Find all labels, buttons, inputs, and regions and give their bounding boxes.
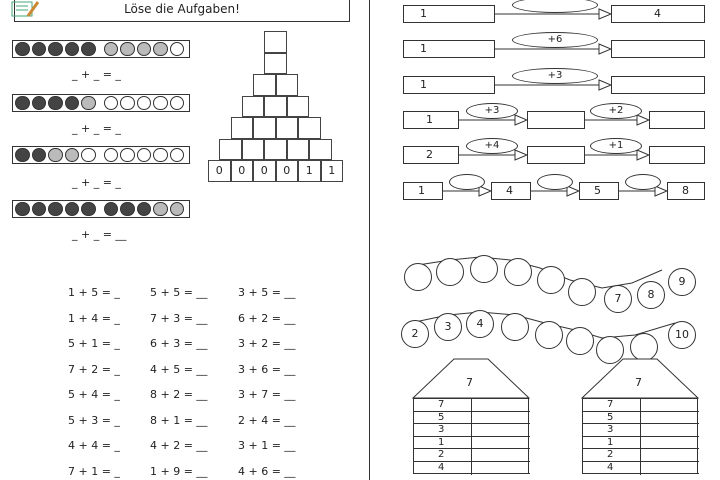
pyramid-cell[interactable]: 1 [298,160,321,182]
pyramid-cell[interactable]: 0 [253,160,276,182]
bead [104,202,119,217]
task-item[interactable]: 2 + 4 = __ [238,413,296,427]
house-roof-number: 7 [466,376,473,389]
operator-oval[interactable]: +2 [590,103,642,119]
bead [120,42,135,57]
bead [48,42,63,57]
bead-row [12,40,190,58]
bead [81,202,96,217]
chain-circle[interactable] [504,258,532,286]
bead [170,202,185,217]
house-given-number: 4 [438,461,445,473]
house-row [414,462,530,475]
bead [137,42,152,57]
pyramid-cell[interactable] [231,117,254,139]
task-item[interactable]: 7 + 1 = _ [68,464,120,478]
house-row [414,449,530,462]
task-item[interactable]: 5 + 3 = _ [68,413,120,427]
chain-circle[interactable]: 9 [668,268,696,296]
operator-oval[interactable] [625,174,661,190]
bead-equation[interactable]: _ + _ = _ [72,68,121,81]
chain-circle[interactable]: 4 [466,310,494,338]
house-roof-number: 7 [635,376,642,389]
house-given-number: 7 [607,399,614,410]
page-title: Löse die Aufgaben! [124,2,240,16]
bead-row [12,94,190,112]
bead-equation[interactable]: _ + _ = __ [72,228,127,241]
bead [153,96,168,111]
operator-oval[interactable] [449,174,485,190]
pyramid-cell[interactable] [287,139,310,161]
pyramid-cell[interactable] [264,139,287,161]
chain-circle[interactable]: 10 [668,321,696,349]
chain-circle[interactable] [566,327,594,355]
bead [120,148,135,163]
pyramid-cell[interactable] [264,96,287,118]
task-item[interactable]: 3 + 5 = __ [238,286,296,299]
pyramid-cell[interactable] [298,117,321,139]
bead [137,148,152,163]
chain-value-box[interactable]: 5 [579,182,619,200]
bead-equation[interactable]: _ + _ = _ [72,122,121,135]
task-item[interactable]: 4 + 6 = __ [238,464,296,478]
chain-circle[interactable] [568,278,596,306]
house-row [583,412,699,425]
chain-end-box[interactable] [649,146,705,164]
chain-start-box[interactable]: 1 [403,76,495,94]
house-given-number: 2 [607,449,614,460]
operator-oval[interactable] [537,174,573,190]
house-given-number: 1 [438,436,445,448]
chain-circle[interactable] [537,266,565,294]
number-house [581,358,699,478]
operator-oval[interactable]: +6 [512,32,598,48]
house-body [413,398,529,474]
task-item[interactable]: 8 + 1 = __ [150,413,208,427]
task-item[interactable]: 3 + 1 = __ [238,439,296,452]
house-row [414,399,530,412]
bead [32,96,47,111]
house-row [583,424,699,437]
bead [65,42,80,57]
bead [153,148,168,163]
pyramid-cell[interactable] [287,96,310,118]
bead [81,42,96,57]
title-box [14,0,350,22]
task-item[interactable]: 4 + 2 = __ [150,439,208,452]
house-given-number: 2 [438,449,445,460]
task-item[interactable]: 6 + 2 = __ [238,311,296,325]
bead [170,148,185,163]
bead [104,148,119,163]
bead [81,148,96,163]
house-row [583,462,699,475]
task-item[interactable]: 5 + 4 = _ [68,388,120,401]
chain-end-box[interactable] [611,76,705,94]
bead [48,96,63,111]
task-item[interactable]: 8 + 2 = __ [150,388,208,401]
chain-circle[interactable] [630,333,658,361]
task-item[interactable]: 6 + 3 = __ [150,337,208,350]
chain-circle[interactable]: 8 [637,281,665,309]
bead [15,42,30,57]
bead [32,42,47,57]
pyramid-cell[interactable] [253,117,276,139]
bead-row [12,200,190,218]
chain-value-box[interactable]: 1 [403,182,443,200]
chain-circle[interactable] [501,313,529,341]
operator-oval[interactable]: +3 [466,103,518,119]
house-given-number: 1 [607,436,614,448]
chain-circle[interactable] [535,321,563,349]
pyramid-cell[interactable]: 0 [208,160,231,182]
chain-value-box[interactable]: 4 [491,182,531,200]
pyramid-cell[interactable] [242,139,265,161]
pyramid-cell[interactable]: 1 [321,160,344,182]
bead [65,202,80,217]
bead-row [12,146,190,164]
house-given-number: 5 [438,411,445,423]
house-row [414,424,530,437]
task-item[interactable]: 4 + 5 = __ [150,362,208,376]
bead [48,202,63,217]
bead [15,202,30,217]
task-item[interactable]: 5 + 1 = _ [68,337,120,350]
house-row [414,437,530,450]
bead [65,148,80,163]
bead [153,42,168,57]
chain-circle[interactable] [404,263,432,291]
number-house [412,358,530,478]
house-given-number: 5 [607,411,614,423]
chain-mid-box[interactable] [527,111,585,129]
chain-start-box[interactable]: 2 [403,146,459,164]
task-item[interactable]: 5 + 5 = __ [150,286,208,299]
bead [120,96,135,111]
chain-circle[interactable] [470,255,498,283]
house-row [583,399,699,412]
pyramid-cell[interactable] [253,74,276,96]
chain-mid-box[interactable] [527,146,585,164]
house-given-number: 4 [607,461,614,473]
operator-oval[interactable]: +1 [590,138,642,154]
bead [104,96,119,111]
house-row [583,449,699,462]
operator-oval[interactable]: +4 [466,138,518,154]
bead [32,202,47,217]
bead-equation[interactable]: _ + _ = _ [72,176,121,189]
task-item[interactable]: 3 + 2 = __ [238,337,296,350]
pencil-logo-icon [10,0,40,20]
center-divider [369,0,370,480]
chain-end-box[interactable] [611,40,705,58]
chain-circle[interactable]: 3 [434,313,462,341]
bead [15,148,30,163]
pyramid-cell[interactable] [242,96,265,118]
bead [48,148,63,163]
bead [65,96,80,111]
chain-circle[interactable]: 2 [401,320,429,348]
chain-circle[interactable]: 7 [604,285,632,313]
task-item[interactable]: 1 + 5 = _ [68,286,120,299]
task-item[interactable]: 7 + 3 = __ [150,311,208,325]
house-body [582,398,698,474]
task-item[interactable]: 7 + 2 = _ [68,362,120,376]
bead [15,96,30,111]
bead [137,202,152,217]
task-item[interactable]: 4 + 4 = _ [68,439,120,452]
bead [81,96,96,111]
pyramid-cell[interactable]: 0 [231,160,254,182]
chain-start-box[interactable]: 1 [403,5,495,23]
chain-end-box[interactable] [649,111,705,129]
task-item[interactable]: 3 + 6 = __ [238,362,296,376]
chain-value-box[interactable]: 8 [667,182,705,200]
house-row [414,412,530,425]
bead [104,42,119,57]
chain-end-box[interactable]: 4 [611,5,705,23]
house-row [583,437,699,450]
bead [120,202,135,217]
operator-oval[interactable]: +3 [512,68,598,84]
house-given-number: 3 [438,424,445,435]
task-item[interactable]: 3 + 7 = __ [238,388,296,401]
pyramid-cell[interactable] [276,117,299,139]
chain-circle[interactable] [436,258,464,286]
task-item[interactable]: 1 + 9 = __ [150,464,208,478]
pyramid-cell[interactable] [219,139,242,161]
bead [170,96,185,111]
pyramid-cell[interactable] [309,139,332,161]
pyramid-top-cell[interactable] [264,31,287,53]
pyramid-cell[interactable] [276,74,299,96]
house-given-number: 3 [607,424,614,435]
pyramid-cell[interactable]: 0 [276,160,299,182]
pyramid-cell[interactable] [264,53,287,75]
house-given-number: 7 [438,399,445,410]
bead [170,42,185,57]
chain-start-box[interactable]: 1 [403,111,459,129]
bead [137,96,152,111]
task-item[interactable]: 1 + 4 = _ [68,311,120,325]
chain-start-box[interactable]: 1 [403,40,495,58]
bead [32,148,47,163]
bead [153,202,168,217]
